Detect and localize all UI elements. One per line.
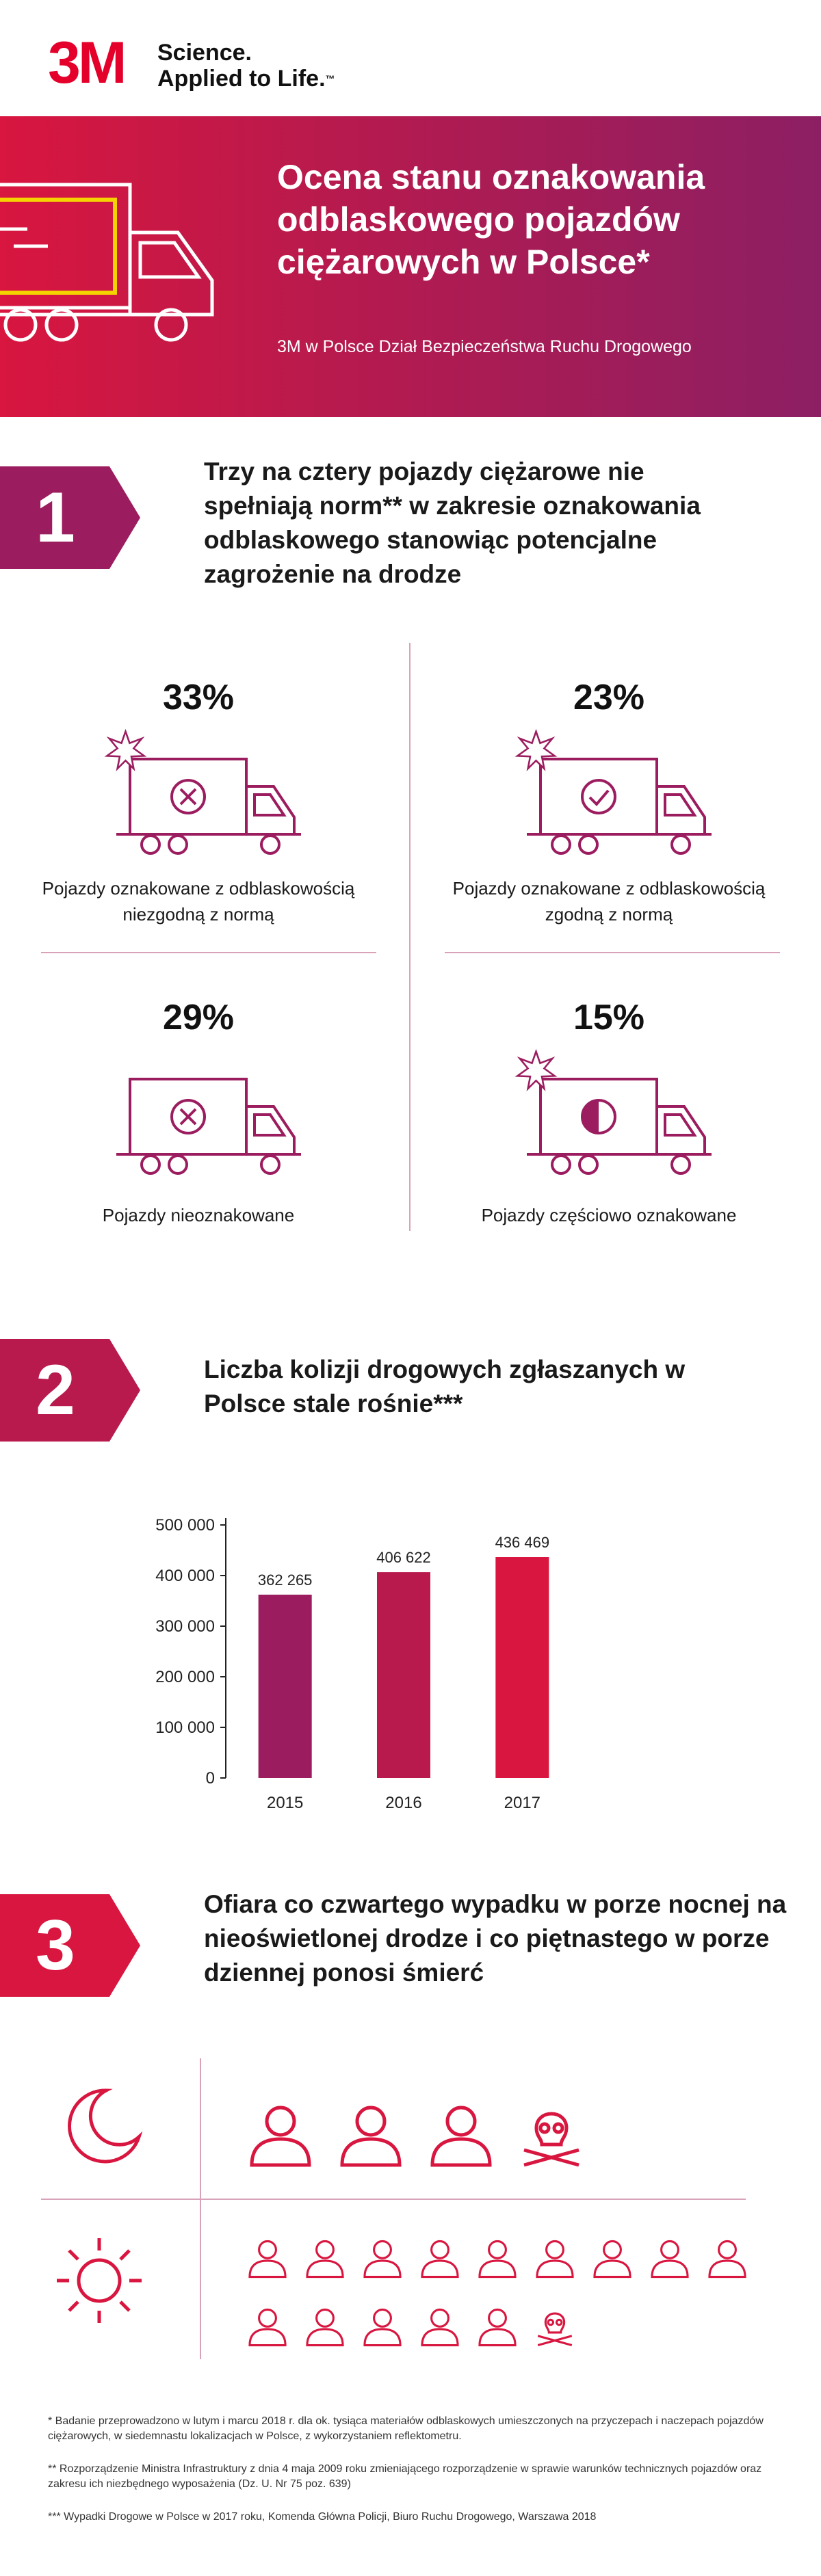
section-1-text: Trzy na cztery pojazdy ciężarowe nie spełniają norm** w zakresie oznakowania odblaskowego stanowiąc potencjalne zagrożenie na drodze <box>204 457 701 588</box>
sun-icon <box>51 2233 147 2328</box>
victims-divider-horizontal <box>41 2199 746 2200</box>
section-2-text: Liczba kolizji drogowych zgłaszanych w Polsce stale rośnie*** <box>204 1355 686 1418</box>
trademark-mark: ™ <box>325 73 335 84</box>
skull-crossbones-icon <box>534 2305 576 2347</box>
footnote: * Badanie przeprowadzono w lutym i marcu 2018 r. dla ok. tysiąca materiałów odblaskowych umieszczonych na przyczepach i naczepach pojazdów ciężarowych, w siedemnastu lokalizacjach w Polsce, z wykorzystaniem reflektometru. <box>48 2415 764 2442</box>
stat-percent: 29% <box>162 998 235 1037</box>
stat-label: Pojazdy częściowo oznakowane <box>481 1205 737 1225</box>
night-victims-row <box>246 2086 766 2168</box>
truck-x-star-icon <box>103 725 308 862</box>
person-icon <box>246 2305 289 2347</box>
person-icon <box>476 2236 519 2279</box>
y-tick-label: 500 000 <box>155 1516 215 1535</box>
section-1-number: 1 <box>36 478 75 557</box>
y-tick-label: 0 <box>205 1769 215 1788</box>
tagline-line2-wrap <box>157 66 335 92</box>
y-tick-label: 400 000 <box>155 1567 215 1585</box>
bar <box>259 1595 312 1778</box>
banner-title: Ocena stanu oznakowania odblaskowego pojazdów ciężarowych w Polsce* <box>277 158 705 281</box>
stat-card <box>21 997 376 1284</box>
victims-divider-vertical <box>200 2058 201 2359</box>
x-tick-label: 2017 <box>504 1794 541 1812</box>
stat-percent: 33% <box>162 678 235 717</box>
bar <box>377 1572 430 1778</box>
y-tick-label: 200 000 <box>155 1668 215 1686</box>
person-icon <box>591 2236 634 2279</box>
truck-x-icon <box>103 1045 308 1182</box>
person-icon <box>476 2305 519 2347</box>
stat-card <box>21 677 376 964</box>
tagline <box>157 40 335 92</box>
footnote: ** Rozporządzenie Ministra Infrastruktury z dnia 4 maja 2009 roku zmieniającego rozporządzenie w sprawie warunków technicznych pojazdów oraz zakresu ich niezbędnego wyposażenia (Dz. U. Nr 75 poz. 639) <box>48 2463 762 2490</box>
section-2-number: 2 <box>36 1351 75 1430</box>
skull-crossbones-icon <box>517 2099 586 2168</box>
person-icon <box>706 2236 748 2279</box>
stat-label: Pojazdy oznakowane z odblaskowością niezgodną z normą <box>42 878 355 925</box>
person-icon <box>534 2236 576 2279</box>
person-icon <box>246 2099 315 2168</box>
truck-outline-icon <box>0 144 260 390</box>
moon-icon <box>58 2082 147 2171</box>
tagline-line1: Science. <box>157 40 252 66</box>
x-tick-label: 2015 <box>266 1794 304 1812</box>
section-3-marker <box>0 1894 144 1997</box>
3m-logo: 3M <box>48 30 125 96</box>
tagline-line2: Applied to Life. <box>157 66 326 92</box>
stat-label: Pojazdy nieoznakowane <box>102 1205 295 1225</box>
stat-percent: 23% <box>573 678 645 717</box>
truck-check-star-icon <box>513 725 718 862</box>
footnotes <box>48 2414 787 2542</box>
person-icon <box>419 2236 461 2279</box>
day-victims-rows <box>246 2236 766 2352</box>
banner-subtitle: 3M w Polsce Dział Bezpieczeństwa Ruchu Drogowego <box>277 337 692 356</box>
person-icon <box>361 2305 404 2347</box>
person-icon <box>427 2099 495 2168</box>
person-icon <box>304 2236 346 2279</box>
bar-value-label: 436 469 <box>495 1534 550 1552</box>
bar <box>495 1557 549 1778</box>
stat-percent: 15% <box>573 998 645 1037</box>
bar-value-label: 362 265 <box>257 1571 313 1589</box>
person-icon <box>304 2305 346 2347</box>
person-icon <box>649 2236 691 2279</box>
truck-half-star-icon <box>513 1045 718 1182</box>
section-3-number: 3 <box>36 1906 75 1985</box>
hero-banner <box>0 116 821 417</box>
stats-divider-vertical <box>409 643 410 1231</box>
section-2-marker <box>0 1339 144 1442</box>
stat-label: Pojazdy oznakowane z odblaskowością zgodną z normą <box>452 878 766 925</box>
header <box>48 30 458 96</box>
stat-card <box>431 677 787 964</box>
person-icon <box>361 2236 404 2279</box>
bar-value-label: 406 622 <box>376 1549 431 1567</box>
section-1-marker <box>0 466 144 569</box>
person-icon <box>419 2305 461 2347</box>
footnote: *** Wypadki Drogowe w Polsce w 2017 roku, Komenda Główna Policji, Biuro Ruchu Drogowego, Warszawa 2018 <box>48 2511 597 2523</box>
collisions-bar-chart <box>130 1504 609 1833</box>
section-3-text: Ofiara co czwartego wypadku w porze nocnej na nieoświetlonej drodze i co piętnastego w porze dziennej ponosi śmierć <box>204 1890 787 1987</box>
x-tick-label: 2016 <box>385 1794 422 1812</box>
y-tick-label: 100 000 <box>155 1718 215 1737</box>
y-tick-label: 300 000 <box>155 1617 215 1636</box>
stat-card <box>431 997 787 1284</box>
person-icon <box>337 2099 405 2168</box>
person-icon <box>246 2236 289 2279</box>
